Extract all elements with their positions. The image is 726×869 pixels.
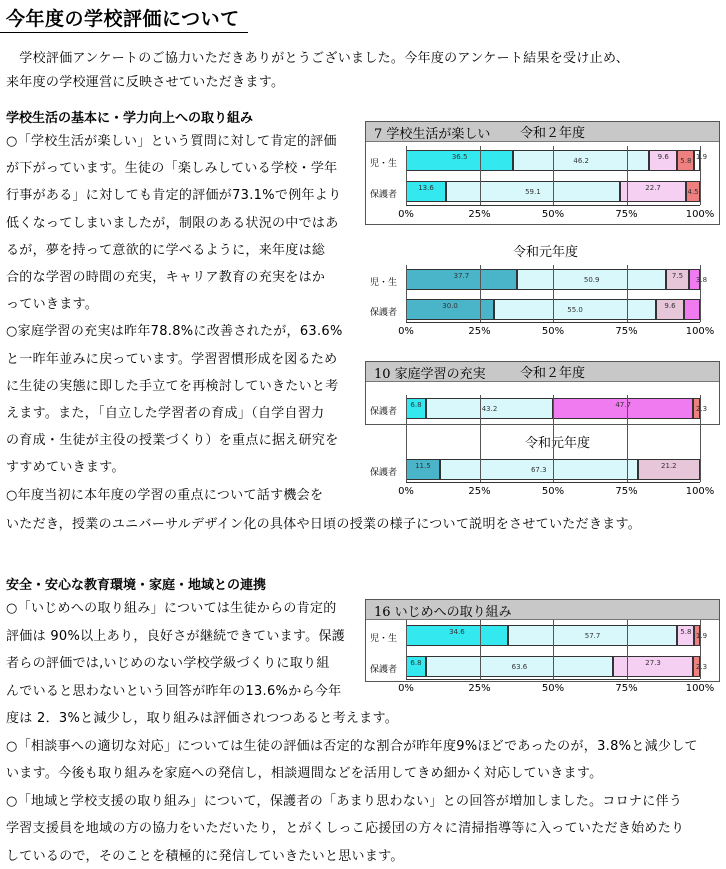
chart-gridline xyxy=(406,395,407,482)
chart-data-label: 46.2 xyxy=(573,157,590,165)
chart-title: 7 学校生活が楽しい xyxy=(374,127,491,142)
section2-line: 者らの評価では,いじめのない学校学級づくりに取り組 xyxy=(6,656,330,671)
chart-gridline xyxy=(627,146,628,205)
chart-tick-label: 75% xyxy=(615,683,638,694)
section1-line: ○年度当初に本年度の学習の重点について話す機会を xyxy=(6,487,324,503)
chart-header xyxy=(366,122,719,142)
chart-data-label: 22.7 xyxy=(645,184,661,192)
chart-data-label: 27.3 xyxy=(645,659,661,667)
chart-tick-label: 100% xyxy=(685,683,715,694)
section1-line: 合的な学習の時間の充実，キャリア教育の充実をはか xyxy=(6,270,326,285)
chart-tick-label: 100% xyxy=(685,326,715,337)
chart-row-label: 児・生 xyxy=(370,159,398,169)
chart-tick-label: 75% xyxy=(615,209,638,220)
chart-tick-label: 25% xyxy=(468,683,491,694)
chart-x-axis xyxy=(406,679,700,680)
chart-tick-label: 25% xyxy=(468,486,491,497)
chart-gridline xyxy=(700,265,701,322)
chart-data-label: 1.9 xyxy=(695,153,708,161)
section1-line: えます。また，「自立した学習者の育成」（自学自習力 xyxy=(6,406,325,421)
intro-line-1: 学校評価アンケートのご協力いただきありがとうございました。今年度のアンケート結果を受け止め、 xyxy=(6,51,630,66)
chart-header xyxy=(366,362,719,382)
chart-row-label: 児・生 xyxy=(370,278,398,288)
chart-data-label: 36.5 xyxy=(451,153,468,161)
chart-subyear: 令和元年度 xyxy=(525,436,591,451)
chart-data-label: 13.6 xyxy=(418,184,434,192)
chart-gridline xyxy=(627,620,628,679)
chart-data-label: 55.0 xyxy=(567,306,583,314)
section1-line: の育成・生徒が主役の授業づくり）を重点に据え研究を xyxy=(6,433,339,449)
section1-line: っていきます。 xyxy=(6,297,99,313)
chart-data-label: 37.7 xyxy=(453,272,470,280)
section2-full-line: ○「相談事への適切な対応」については生徒の評価は否定的な割合が昨年度9%ほどであったのが，3.8%と減少して xyxy=(6,738,698,754)
chart-gridline xyxy=(480,395,481,482)
chart-tick-label: 50% xyxy=(541,486,565,497)
chart-x-axis xyxy=(406,482,700,483)
chart-gridline xyxy=(700,395,701,482)
chart-tick-label: 0% xyxy=(398,326,414,337)
chart-tick-label: 75% xyxy=(615,326,638,337)
chart-tick-label: 50% xyxy=(541,683,565,694)
section1-line: が下がっています。生徒の「楽しみしている学校・学年 xyxy=(6,161,338,177)
chart-year: 令和２年度 xyxy=(520,366,586,381)
chart-data-label: 9.6 xyxy=(657,153,669,161)
chart-gridline xyxy=(553,265,554,322)
chart-gridline xyxy=(553,146,554,205)
chart-year: 令和２年度 xyxy=(520,126,586,141)
chart-data-label: 3.8 xyxy=(695,276,708,284)
chart-gridline xyxy=(553,620,554,679)
chart-data-label: 11.5 xyxy=(415,462,431,470)
chart-data-label: 9.6 xyxy=(664,302,676,310)
chart-gridline xyxy=(627,265,628,322)
chart-gridline xyxy=(480,620,481,679)
section1-full-line: いただき，授業のユニバーサルデザイン化の具体や日頃の授業の様子について説明をさせていただきます。 xyxy=(6,517,642,532)
chart-data-label: 6.8 xyxy=(410,659,422,667)
chart-subyear: 令和元年度 xyxy=(513,245,579,260)
chart-tick-label: 0% xyxy=(398,683,414,694)
chart-x-axis xyxy=(406,322,700,323)
chart-tick-label: 100% xyxy=(685,209,715,220)
chart-data-label: 2.3 xyxy=(695,663,708,671)
chart-tick-label: 50% xyxy=(541,209,565,220)
chart-gridline xyxy=(480,146,481,205)
section2-full-line: います。今後も取り組みを家庭への発信し，相談週間などを活用してきめ細かく対応していきます。 xyxy=(6,766,603,781)
chart-data-label: 30.0 xyxy=(442,302,458,310)
chart-title: 16 いじめへの取り組み xyxy=(374,605,512,620)
section2-heading: 安全・安心な教育環境・家庭・地域との連携 xyxy=(6,578,267,593)
chart-tick-label: 0% xyxy=(398,209,414,220)
section1-line: 行事がある」に対しても肯定的評価が73.1%で例年より xyxy=(6,188,342,204)
chart-tick-label: 25% xyxy=(468,326,491,337)
chart-tick-label: 25% xyxy=(468,209,491,220)
chart-data-label: 7.5 xyxy=(671,272,684,280)
chart-data-label: 5.8 xyxy=(680,628,692,636)
section2-full-line: 度は 2．3%と減少し，取り組みは評価されつつあると考えます。 xyxy=(6,711,399,726)
section2-line: ○「いじめへの取り組み」については生徒からの肯定的 xyxy=(6,601,337,616)
section1-line: に生徒の実態に即した手立てを再検討していきたいと考 xyxy=(6,378,339,394)
chart-data-label: 43.2 xyxy=(481,405,498,413)
chart-gridline xyxy=(406,620,407,679)
chart-tick-label: 0% xyxy=(398,486,414,497)
section2-full-line: 学習支援員を地域の方の協力をいただいたり，とがくしっこ応援団の方々に清掃指導等に入っていただき始めたり xyxy=(6,821,685,836)
intro-line-2: 来年度の学校運営に反映させていただきます。 xyxy=(6,75,285,90)
chart-row-label: 児・生 xyxy=(370,634,398,644)
section2-line: 評価は 90%以上あり，良好さが継続できています。保護 xyxy=(6,628,346,644)
chart-gridline xyxy=(700,146,701,205)
chart-x-axis xyxy=(406,205,700,206)
chart-header xyxy=(366,600,719,620)
chart-data-label: 34.6 xyxy=(449,628,465,636)
chart-row-label: 保護者 xyxy=(370,468,398,478)
section2-full-line: しているので，そのことを積極的に発信していきたいと思います。 xyxy=(6,848,404,864)
chart-tick-label: 50% xyxy=(541,326,565,337)
chart-bar-segment xyxy=(684,299,700,320)
chart-data-label: 21.2 xyxy=(661,462,677,470)
chart-data-label: 57.7 xyxy=(584,632,601,640)
section1-line: ○「学校生活が楽しい」という質問に対して肯定的評価 xyxy=(6,134,337,149)
title-underline xyxy=(0,32,248,33)
chart-data-label: 5.8 xyxy=(680,157,692,165)
chart-row-label: 保護者 xyxy=(370,190,398,200)
chart-row-label: 保護者 xyxy=(370,665,398,675)
chart-data-label: 47.7 xyxy=(615,401,631,409)
section1-line: すすめていきます。 xyxy=(6,460,125,476)
section1-line: と一昨年並みに戻っています。学習習慣形成を図るため xyxy=(6,351,338,367)
chart-gridline xyxy=(480,265,481,322)
section1-line: 低くなってしまいましたが，制限のある状況の中ではあ xyxy=(6,215,339,231)
chart-tick-label: 75% xyxy=(615,486,638,497)
chart-gridline xyxy=(406,146,407,205)
chart-row-label: 保護者 xyxy=(370,407,398,417)
chart-data-label: 2.3 xyxy=(695,405,708,413)
chart-row-label: 保護者 xyxy=(370,308,398,318)
chart-tick-label: 100% xyxy=(685,486,715,497)
chart-gridline xyxy=(553,395,554,482)
chart-data-label: 50.9 xyxy=(583,276,600,284)
section2-line: んでいると思わないという回答が昨年の13.6%から今年 xyxy=(6,683,342,699)
chart-gridline xyxy=(627,395,628,482)
chart-gridline xyxy=(700,620,701,679)
section1-heading: 学校生活の基本に・学力向上への取り組み xyxy=(6,111,254,126)
chart-data-label: 67.3 xyxy=(530,466,547,474)
chart-title: 10 家庭学習の充実 xyxy=(374,367,486,382)
section1-line: るが，夢を持って意欲的に学べるように，来年度は総 xyxy=(6,242,326,258)
chart-data-label: 59.1 xyxy=(525,188,541,196)
chart-data-label: 1.9 xyxy=(695,632,708,640)
chart-data-label: 4.5 xyxy=(687,188,699,196)
chart-gridline xyxy=(406,265,407,322)
page-title: 今年度の学校評価について xyxy=(6,8,240,30)
section2-full-line: ○「地域と学校支援の取り組み」について，保護者の「あまり思わない」との回答が増加しました。コロナに伴う xyxy=(6,793,683,809)
chart-data-label: 63.6 xyxy=(511,663,528,671)
section1-line: ○家庭学習の充実は昨年78.8%に改善されたが，63.6% xyxy=(6,324,343,340)
chart-data-label: 6.8 xyxy=(410,401,422,409)
